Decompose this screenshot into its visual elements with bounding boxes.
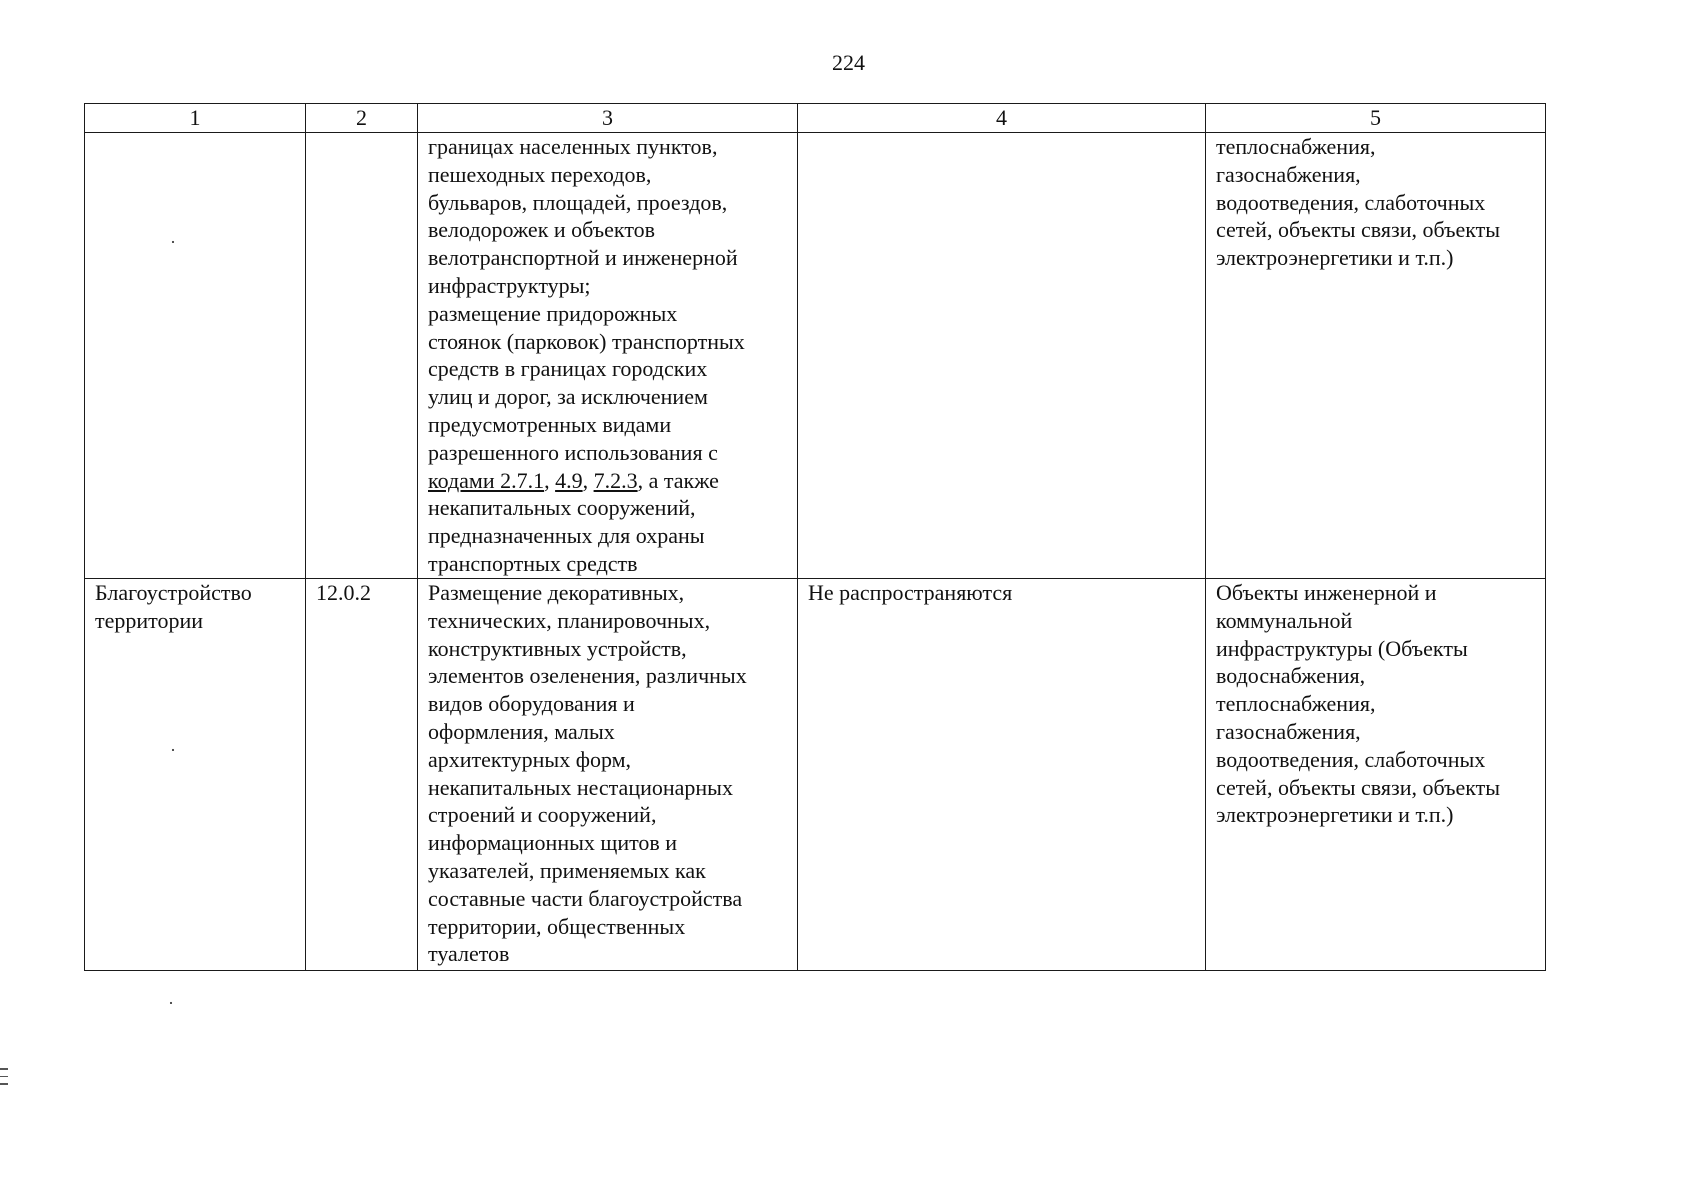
scan-speck: ·	[168, 993, 174, 1013]
header-col-3: 3	[418, 104, 798, 133]
header-col-4: 4	[798, 104, 1206, 133]
scan-speck: ·	[170, 740, 176, 760]
table-header-row	[85, 104, 1546, 133]
row1-description-tail: , а также некапитальных сооружений, предназначенных для охраны транспортных средств	[428, 467, 719, 576]
scan-edge-marks	[0, 1068, 8, 1091]
row1-use-type	[85, 133, 306, 579]
code-link-2-7-1[interactable]: кодами 2.7.1	[428, 467, 545, 493]
header-col-1: 1	[85, 104, 306, 133]
code-link-7-2-3[interactable]: 7.2.3	[593, 467, 638, 493]
zoning-table	[84, 103, 1546, 971]
row2-auxiliary-uses: Объекты инженерной и коммунальной инфраструктуры (Объекты водоснабжения, теплоснабжения, газоснабжения, водоотведения, слаботочных сетей, объекты связи, объекты электроэнергетики и т.п.)	[1206, 579, 1546, 971]
header-col-5: 5	[1206, 104, 1546, 133]
row2-use-type: Благоустройство территории	[85, 579, 306, 971]
table-row	[85, 133, 1546, 579]
row1-auxiliary-uses: теплоснабжения, газоснабжения, водоотведения, слаботочных сетей, объекты связи, объекты электроэнергетики и т.п.)	[1206, 133, 1546, 579]
row1-description	[418, 133, 798, 579]
row1-separator-2: ,	[582, 467, 594, 493]
row2-description: Размещение декоративных, технических, планировочных, конструктивных устройств, элементов озеленения, различных видов оборудования и оформления, малых архитектурных форм, некапитальных нестационарных строений и сооружений, информационных щитов и указателей, применяемых как составные части благоустройства территории, общественных туалетов	[418, 579, 798, 971]
header-col-2: 2	[306, 104, 418, 133]
scan-speck: ·	[170, 232, 176, 252]
row1-description-text: границах населенных пунктов, пешеходных переходов, бульваров, площадей, проездов, велодорожек и объектов велотранспортной и инженерной инфраструктуры; размещение придорожных стоянок (парковок) транспортных средств в границах городских улиц и дорог, за исключением предусмотренных видами разрешенного использования с	[428, 134, 745, 465]
table-row	[85, 579, 1546, 971]
row2-code: 12.0.2	[306, 579, 418, 971]
page-number: 224	[832, 50, 865, 75]
row1-parameters	[798, 133, 1206, 579]
code-link-4-9[interactable]: 4.9	[555, 467, 583, 493]
row2-parameters: Не распространяются	[798, 579, 1206, 971]
row1-separator-1: ,	[544, 467, 556, 493]
row1-code	[306, 133, 418, 579]
